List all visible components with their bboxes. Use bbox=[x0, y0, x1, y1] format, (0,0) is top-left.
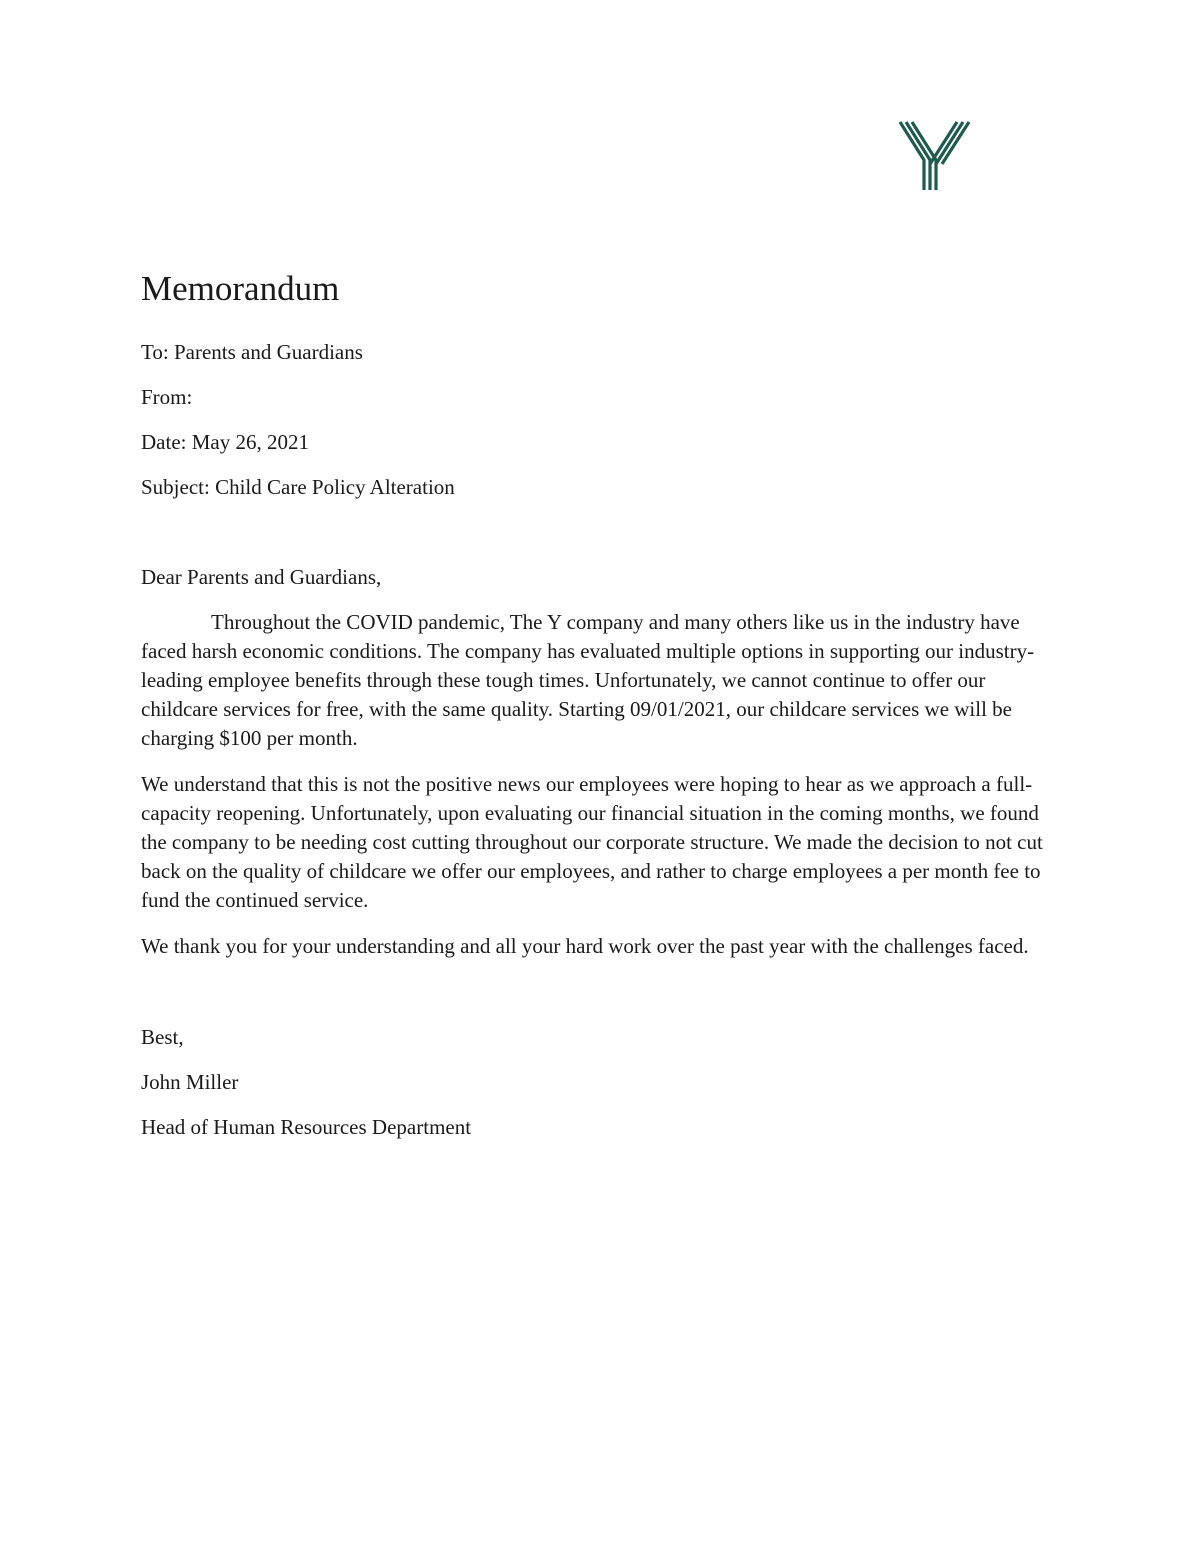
body-paragraph: Throughout the COVID pandemic, The Y company and many others like us in the industry have faced harsh economic conditions. The company has evaluated multiple options in supporting our industry-leading employee benefits through these tough times. Unfortunately, we cannot continue to offer our childcare services for free, with the same quality. Starting 09/01/2021, our childcare services we will be charging $100 per month. bbox=[141, 610, 1035, 750]
subject-label: Subject: bbox=[141, 475, 216, 499]
to-label: To: bbox=[141, 340, 174, 364]
memo-from-line bbox=[141, 383, 1061, 411]
memo-to-line bbox=[141, 338, 1061, 366]
y-logo-icon bbox=[818, 72, 1050, 242]
body-paragraph: We thank you for your understanding and all your hard work over the past year with the challenges faced. bbox=[141, 934, 1029, 958]
signer-name: John Miller bbox=[141, 1070, 239, 1094]
from-label: From: bbox=[141, 385, 193, 409]
to-value: Parents and Guardians bbox=[173, 340, 363, 364]
body-paragraph: We understand that this is not the positive news our employees were hoping to hear as we approach a full-capacity reopening. Unfortunately, upon evaluating our financial situation in the coming months, we found the company to be needing cost cutting throughout our corporate structure. We made the decision to not cut back on the quality of childcare we offer our employees, and rather to charge employees a per month fee to fund the continued service. bbox=[141, 772, 1043, 912]
date-label: Date: bbox=[141, 430, 192, 454]
memo-date-line bbox=[141, 428, 1061, 456]
salutation: Dear Parents and Guardians, bbox=[141, 565, 382, 589]
memo-content bbox=[141, 268, 1061, 1158]
company-logo bbox=[818, 72, 1050, 242]
subject-value: Child Care Policy Alteration bbox=[215, 475, 455, 499]
signer-title: Head of Human Resources Department bbox=[141, 1115, 472, 1139]
closing: Best, bbox=[141, 1025, 184, 1049]
memo-subject-line bbox=[141, 473, 1061, 501]
date-value: May 26, 2021 bbox=[191, 430, 309, 454]
memo-title: Memorandum bbox=[141, 269, 340, 308]
